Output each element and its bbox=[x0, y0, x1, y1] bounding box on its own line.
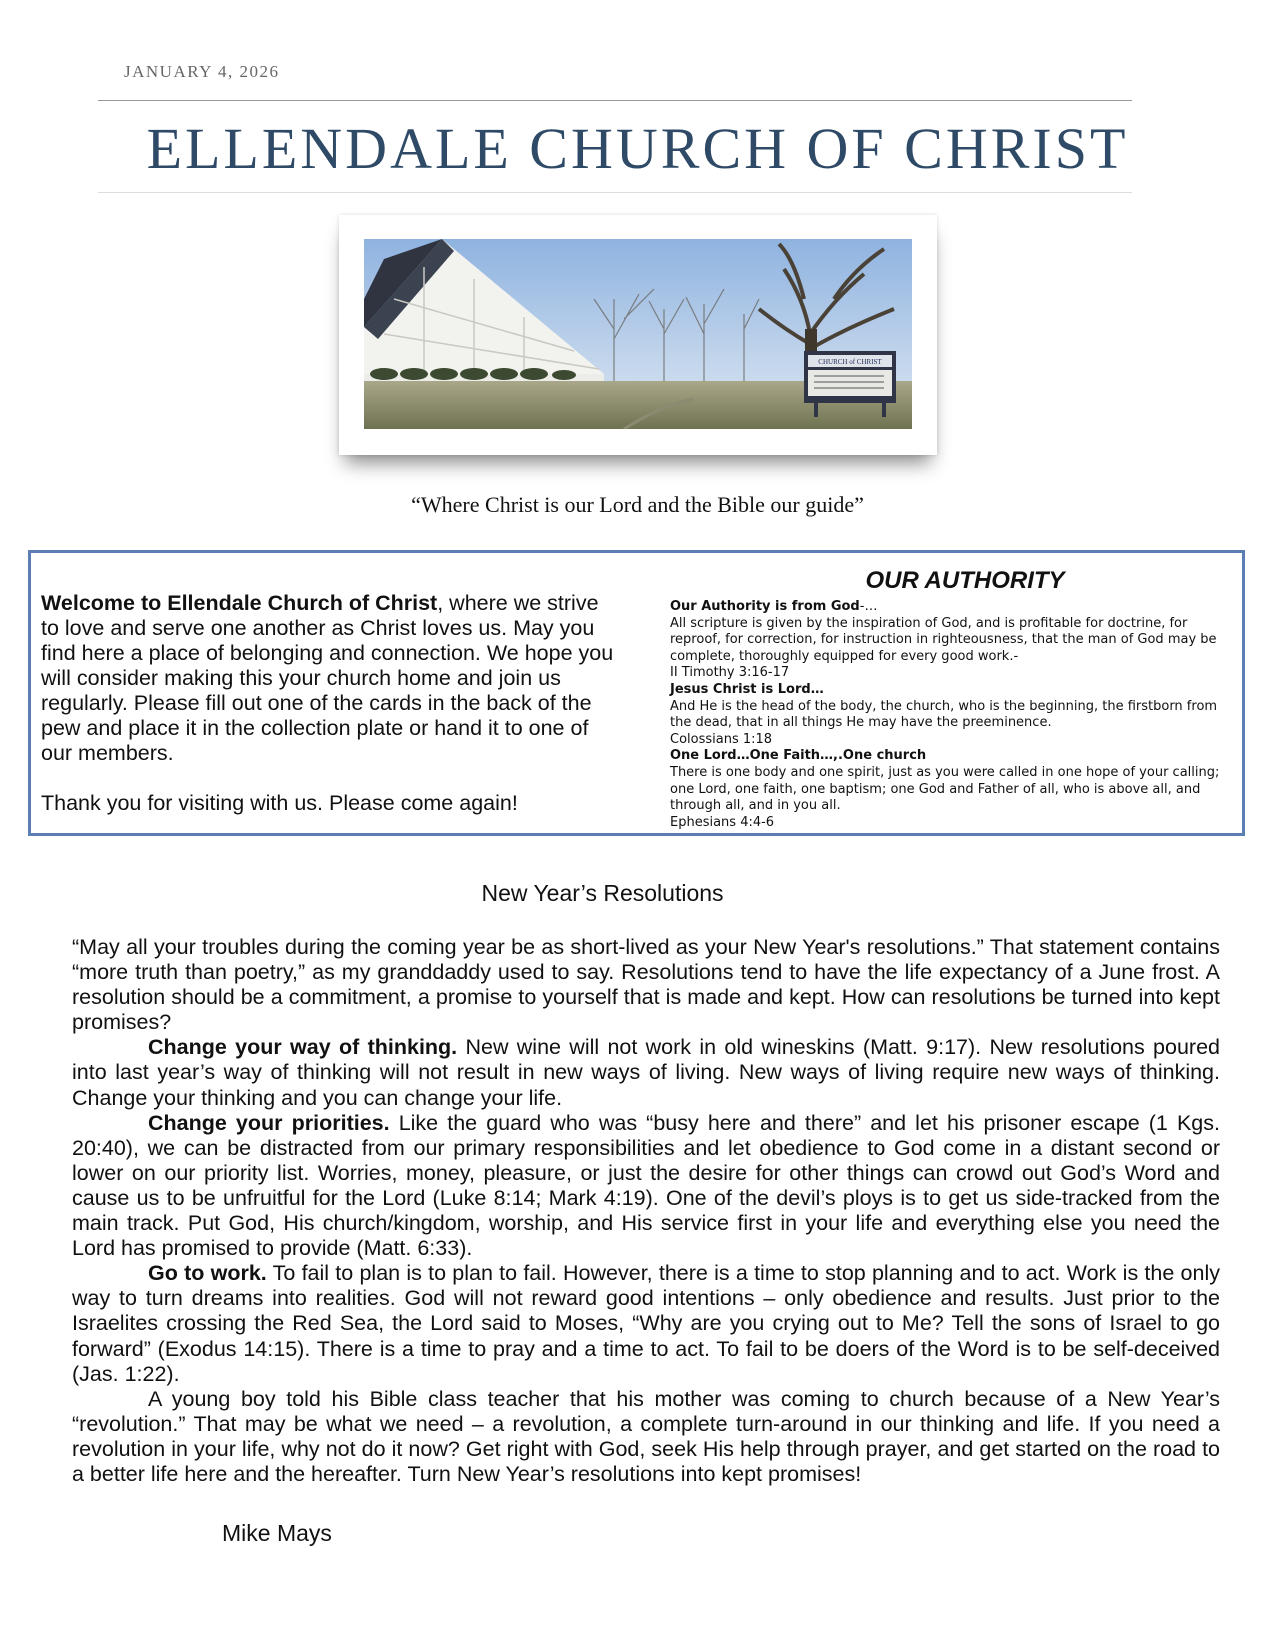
authority-reference: Ephesians 4:4-6 bbox=[670, 814, 775, 830]
authority-reference: Colossians 1:18 bbox=[670, 731, 773, 747]
welcome-thanks: Thank you for visiting with us. Please come again! bbox=[41, 791, 518, 815]
authority-title: OUR AUTHORITY bbox=[865, 567, 1065, 594]
church-name: ELLENDALE CHURCH OF CHRIST bbox=[146, 116, 1129, 181]
article-body bbox=[72, 935, 1220, 1487]
point-heading: Change your priorities. bbox=[148, 1110, 390, 1135]
sign-text: CHURCH of CHRIST bbox=[818, 358, 882, 366]
church-photo bbox=[364, 239, 912, 429]
welcome-body: , where we strive to love and serve one another as Christ loves us. May you find here a place of belonging and connection. We hope you will consider making this your church home and join us regularly. Please fill out one of the cards in the back of the pew and place it in the collection plate or hand it to one of our members. bbox=[41, 591, 614, 765]
authority-body bbox=[670, 599, 1230, 831]
authority-scripture: There is one body and one spirit, just as you were called in one hope of your calling; one Lord, one faith, one baptism; one God and Father of all, who is above all, and through all, and in you all. bbox=[670, 764, 1220, 814]
welcome-message bbox=[41, 591, 616, 816]
authority-heading: Our Authority is from God bbox=[670, 599, 860, 614]
authority-scripture: All scripture is given by the inspiration of God, and is profitable for doctrine, for reproof, for correction, for instruction in righteousness, that the man of God may be complete, thoroughly equipped for every good work.- bbox=[670, 615, 1217, 664]
article-intro: “May all your troubles during the coming year be as short-lived as your New Year's resolutions.” That statement contains “more truth than poetry,” as my granddaddy used to say. Resolutions tend to have the life expectancy of a June frost. A resolution should be a commitment, a promise to yourself that is made and kept. How can resolutions be turned into kept promises? bbox=[72, 935, 1220, 1035]
bulletin-date: JANUARY 4, 2026 bbox=[124, 62, 280, 81]
authority-heading: Jesus Christ is Lord… bbox=[670, 681, 824, 697]
article-point bbox=[72, 1035, 1220, 1110]
authority-section bbox=[670, 567, 1230, 831]
header-rule-bottom bbox=[98, 192, 1132, 193]
authority-reference: II Timothy 3:16-17 bbox=[670, 665, 790, 681]
article-point bbox=[72, 1261, 1220, 1386]
article-author: Mike Mays bbox=[222, 1520, 332, 1546]
authority-scripture: And He is the head of the body, the church, who is the beginning, the firstborn from the dead, that in all things He may have the preeminence. bbox=[670, 698, 1218, 731]
point-text: To fail to plan is to plan to fail. However, there is a time to stop planning and to act. Work is the only way to turn dreams into realities. God will not reward good intentions – only obedience and results. Just prior to the Israelites crossing the Red Sea, the Lord said to Moses, “Why are you crying out to Me? Tell the sons of Israel to go forward” (Exodus 14:15). There is a time to pray and a time to act. To fail to be doers of the Word is to be self-deceived (Jas. 1:22). bbox=[72, 1261, 1220, 1386]
authority-heading: One Lord…One Faith…,.One church bbox=[670, 748, 927, 764]
authority-heading-suffix: -… bbox=[859, 599, 878, 614]
article-closing: A young boy told his Bible class teacher that his mother was coming to church because of a New Year’s “revolution.” That may be what we need – a revolution, a complete turn-around in our thinking and life. If you need a revolution in your life, why not do it now? Get right with God, seek His help through prayer, and get started on the road to a better life here and the hereafter. Turn New Year’s resolutions into kept promises! bbox=[72, 1386, 1220, 1486]
point-heading: Go to work. bbox=[148, 1261, 267, 1286]
church-photo-frame bbox=[339, 215, 937, 455]
welcome-lead: Welcome to Ellendale Church of Christ bbox=[41, 591, 438, 615]
point-heading: Change your way of thinking. bbox=[148, 1035, 458, 1060]
article-point bbox=[72, 1111, 1220, 1262]
article-title: New Year’s Resolutions bbox=[481, 880, 724, 906]
tagline: “Where Christ is our Lord and the Bible our guide” bbox=[411, 492, 864, 517]
welcome-box bbox=[28, 550, 1245, 836]
point-text: Like the guard who was “busy here and there” and let his prisoner escape (1 Kgs. 20:40), we can be distracted from our primary responsibilities and let obedience to God come in a distant second or lower on our priority list. Worries, money, pleasure, or just the desire for other things can crowd out God’s Word and cause us to be unfruitful for the Lord (Luke 8:14; Mark 4:19). One of the devil’s ploys is to get us side-tracked from the main track. Put God, His church/kingdom, worship, and His service first in your life and everything else you need the Lord has promised to provide (Matt. 6:33). bbox=[72, 1110, 1220, 1261]
point-text: New wine will not work in old wineskins (Matt. 9:17). New resolutions poured into last year’s way of thinking will not result in new ways of living. New ways of living require new ways of thinking. Change your thinking and you can change your life. bbox=[72, 1035, 1220, 1110]
header-rule-top bbox=[98, 100, 1132, 101]
